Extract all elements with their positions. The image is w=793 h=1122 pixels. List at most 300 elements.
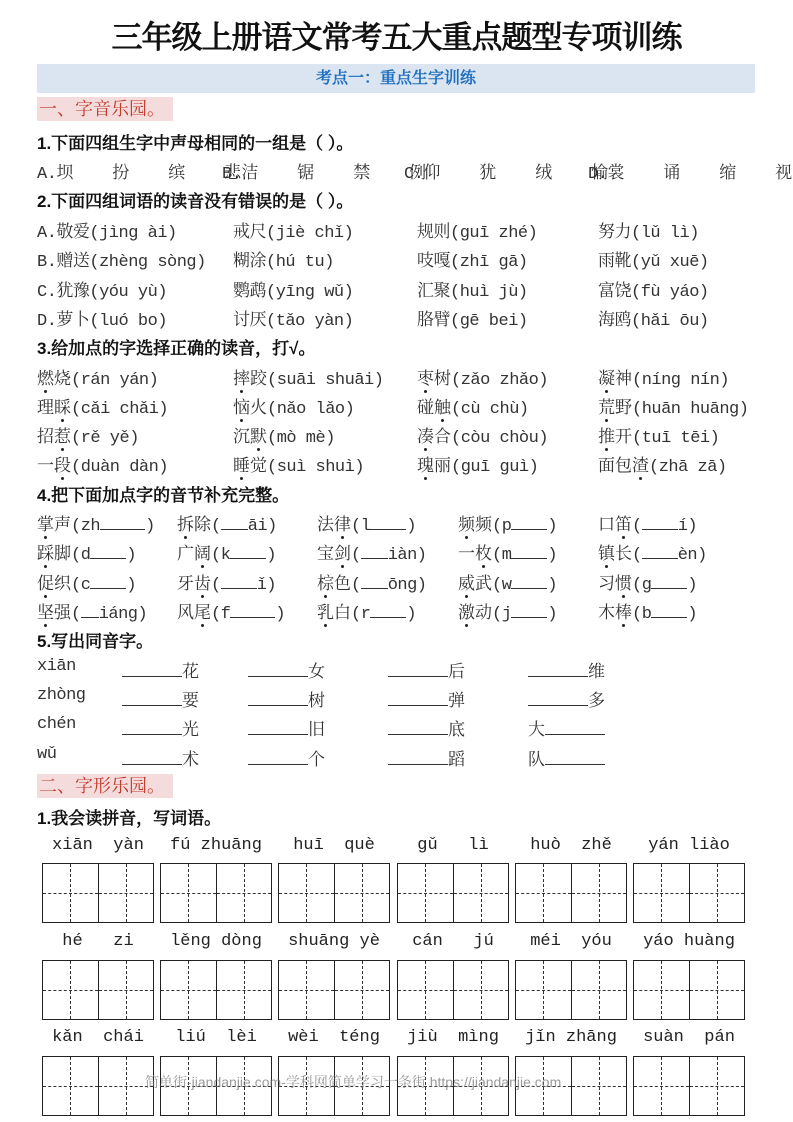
character-writing-grid[interactable]	[633, 960, 745, 1020]
word-pinyin-item: 努力(lǔ lì)	[598, 224, 699, 243]
word: 推开	[598, 429, 632, 448]
word-with-dotted-character	[37, 569, 71, 595]
given-character: 光	[182, 722, 199, 741]
given-character: 要	[182, 693, 199, 712]
pronunciation-choice-item	[37, 451, 168, 477]
emphasis-dot	[622, 624, 625, 627]
pinyin-choices[interactable]: (tuī tēi)	[632, 429, 720, 448]
character-writing-grid[interactable]	[633, 863, 745, 923]
pronunciation-choice-item	[37, 364, 158, 390]
word-with-dotted-character	[458, 598, 492, 624]
character-writing-grid[interactable]	[397, 863, 509, 923]
word: 睡觉	[233, 458, 267, 477]
syllable-suffix: āi)	[247, 517, 277, 536]
pinyin-choices[interactable]: (mò mè)	[267, 429, 335, 448]
syllable-suffix: iàn)	[387, 546, 427, 565]
syllable-prefix: (f	[211, 605, 231, 624]
given-character: 花	[182, 664, 199, 683]
syllable-completion-item	[177, 598, 285, 624]
emphasis-dot	[201, 565, 204, 568]
pinyin-prompt: suàn pán	[643, 1028, 735, 1047]
word-with-dotted-character	[417, 422, 451, 448]
answer-blank[interactable]	[248, 662, 308, 677]
word: 掌声	[37, 517, 71, 536]
homophone-item	[388, 657, 465, 683]
writing-square[interactable]	[335, 864, 390, 922]
word-pinyin-item: A.敬爱(jìng ài)	[37, 224, 177, 243]
topic-banner: 考点一：重点生字训练	[37, 64, 755, 93]
syllable-suffix: )	[145, 517, 155, 536]
syllable-prefix: (m	[492, 546, 512, 565]
emphasis-dot	[324, 624, 327, 627]
character-writing-grid[interactable]	[42, 960, 154, 1020]
answer-blank[interactable]	[642, 515, 678, 530]
word-with-dotted-character	[598, 598, 632, 624]
word: 激动	[458, 605, 492, 624]
homophone-item	[528, 686, 605, 712]
word: 棕色	[317, 576, 351, 595]
writing-square[interactable]	[634, 864, 690, 922]
word: 招惹	[37, 429, 71, 448]
writing-square[interactable]	[398, 864, 454, 922]
syllable-completion-item	[177, 510, 277, 536]
syllable-completion-item	[598, 569, 697, 595]
homophone-item	[248, 686, 325, 712]
given-character: 旧	[308, 722, 325, 741]
word: 凝神	[598, 371, 632, 390]
writing-square[interactable]	[572, 961, 627, 1019]
syllable-prefix: (w	[492, 576, 512, 595]
word-with-dotted-character	[233, 364, 267, 390]
homophone-item	[528, 657, 605, 683]
word-with-dotted-character	[233, 393, 267, 419]
word-with-dotted-character	[417, 364, 451, 390]
writing-square[interactable]	[161, 961, 217, 1019]
word-with-dotted-character	[417, 451, 451, 477]
writing-square[interactable]	[43, 864, 99, 922]
syllable-prefix: (zh	[71, 517, 101, 536]
character-writing-grid[interactable]	[397, 960, 509, 1020]
section-heading-character-form: 二、字形乐园。	[37, 774, 173, 798]
pinyin-prompt: lěng dòng	[170, 932, 262, 951]
answer-blank[interactable]	[511, 515, 547, 530]
character-writing-grid[interactable]	[515, 863, 627, 923]
word-pinyin-item: 吱嘎(zhī gā)	[417, 253, 528, 272]
pronunciation-choice-item	[233, 364, 383, 390]
homophone-item	[528, 715, 605, 741]
pinyin-prompt: hé zi	[62, 932, 134, 951]
watermark: 简单街-jiandanjie.com-学科网简单学习一条街 https://jiandanjie.com	[145, 1074, 562, 1090]
homophone-item	[248, 715, 325, 741]
word-with-dotted-character	[598, 393, 632, 419]
syllable-prefix: (p	[492, 517, 512, 536]
writing-square[interactable]	[572, 864, 627, 922]
word: 面包渣	[598, 458, 649, 477]
question-6: 1.我会读拼音，写词语。	[37, 809, 222, 828]
syllable-prefix: (j	[492, 605, 512, 624]
pinyin-choices[interactable]: (rě yě)	[71, 429, 139, 448]
pinyin-choices[interactable]: (níng nín)	[632, 371, 730, 390]
answer-blank[interactable]	[511, 603, 547, 618]
section-heading-pronunciation: 一、字音乐园。	[37, 97, 173, 121]
homophone-item	[388, 686, 465, 712]
word: 牙齿	[177, 576, 211, 595]
writing-square[interactable]	[516, 961, 572, 1019]
answer-option: C.仰 犹 绒 愉	[404, 165, 608, 184]
word: 广阔	[177, 546, 211, 565]
syllable-prefix: (l	[351, 517, 371, 536]
syllable-suffix: )	[547, 605, 558, 624]
syllable-prefix: (d	[71, 546, 91, 565]
given-character: 女	[308, 664, 325, 683]
word-pinyin-item: 汇聚(huì jù)	[417, 283, 528, 302]
given-character: 弹	[448, 693, 465, 712]
question-4: 4.把下面加点字的音节补充完整。	[37, 486, 290, 505]
answer-blank[interactable]	[388, 720, 448, 735]
syllable-suffix: )	[275, 605, 286, 624]
character-writing-grid[interactable]	[515, 960, 627, 1020]
pronunciation-choice-item	[233, 393, 354, 419]
syllable-completion-item	[598, 598, 697, 624]
writing-square[interactable]	[572, 1057, 627, 1115]
answer-blank[interactable]	[388, 750, 448, 765]
syllable-suffix: )	[266, 546, 277, 565]
syllable-prefix: (	[71, 605, 81, 624]
question-3: 3.给加点的字选择正确的读音，打√。	[37, 339, 316, 358]
syllable-suffix: )	[406, 605, 417, 624]
given-character: 维	[588, 664, 605, 683]
word-with-dotted-character	[177, 598, 211, 624]
emphasis-dot	[465, 624, 468, 627]
answer-blank[interactable]	[122, 691, 182, 706]
homophone-item	[528, 745, 605, 771]
character-writing-grid[interactable]	[160, 960, 272, 1020]
pronunciation-choice-item	[37, 393, 168, 419]
word-with-dotted-character	[317, 598, 351, 624]
answer-blank[interactable]	[388, 691, 448, 706]
word: 踩脚	[37, 546, 71, 565]
word-with-dotted-character	[37, 598, 71, 624]
pinyin-choices[interactable]: (duàn dàn)	[71, 458, 169, 477]
answer-blank[interactable]	[388, 662, 448, 677]
homophone-item	[122, 745, 199, 771]
emphasis-dot	[639, 477, 642, 480]
syllable-prefix: (g	[632, 576, 652, 595]
writing-square[interactable]	[398, 961, 454, 1019]
syllable-completion-item	[37, 598, 147, 624]
writing-square[interactable]	[454, 864, 509, 922]
answer-option: D.裳 诵 缩 视	[588, 165, 792, 184]
word-with-dotted-character	[177, 569, 211, 595]
given-character: 多	[588, 693, 605, 712]
writing-square[interactable]	[690, 864, 745, 922]
pinyin-prompt: huī què	[293, 836, 375, 855]
pinyin-prompt: fú zhuāng	[170, 836, 262, 855]
answer-blank[interactable]	[370, 515, 406, 530]
answer-blank[interactable]	[528, 691, 588, 706]
pinyin-choices[interactable]: (suāi shuāi)	[267, 371, 384, 390]
word: 枣树	[417, 371, 451, 390]
word: 风尾	[177, 605, 211, 624]
word-with-dotted-character	[598, 539, 632, 565]
pronunciation-choice-item	[233, 422, 335, 448]
word: 恼火	[233, 400, 267, 419]
word-pinyin-item: 讨厌(tǎo yàn)	[233, 312, 354, 331]
homophone-pinyin: wǔ	[37, 745, 57, 764]
pronunciation-choice-item	[417, 393, 529, 419]
syllable-completion-item	[458, 539, 557, 565]
writing-square[interactable]	[516, 864, 572, 922]
writing-square[interactable]	[279, 961, 335, 1019]
syllable-suffix: )	[547, 517, 558, 536]
character-writing-grid[interactable]	[42, 863, 154, 923]
pinyin-prompt: méi yóu	[530, 932, 612, 951]
answer-blank[interactable]	[511, 544, 547, 559]
word-with-dotted-character	[458, 539, 492, 565]
answer-blank[interactable]	[361, 574, 388, 589]
pinyin-prompt: wèi téng	[288, 1028, 380, 1047]
page-title: 三年级上册语文常考五大重点题型专项训练	[111, 20, 682, 55]
answer-blank[interactable]	[122, 662, 182, 677]
pinyin-prompt: gǔ lì	[417, 836, 489, 855]
syllable-completion-item	[37, 510, 155, 536]
pronunciation-choice-item	[417, 422, 548, 448]
writing-square[interactable]	[634, 961, 690, 1019]
given-character: 队	[528, 752, 545, 771]
word-with-dotted-character	[37, 422, 71, 448]
pronunciation-choice-item	[598, 393, 748, 419]
word: 一枚	[458, 546, 492, 565]
given-character: 大	[528, 722, 545, 741]
pinyin-choices[interactable]: (zhā zā)	[649, 458, 727, 477]
writing-square[interactable]	[217, 961, 272, 1019]
pinyin-choices[interactable]: (cù chù)	[451, 400, 529, 419]
answer-blank[interactable]	[221, 574, 257, 589]
syllable-completion-item	[458, 598, 557, 624]
word-with-dotted-character	[37, 364, 71, 390]
syllable-suffix: )	[126, 576, 137, 595]
word-with-dotted-character	[598, 364, 632, 390]
syllable-prefix: (k	[211, 546, 231, 565]
word-with-dotted-character	[233, 422, 267, 448]
pinyin-prompt: liú lèi	[175, 1028, 257, 1047]
word: 习惯	[598, 576, 632, 595]
character-writing-grid[interactable]	[42, 1056, 154, 1116]
pronunciation-choice-item	[233, 451, 364, 477]
word-with-dotted-character	[233, 451, 267, 477]
homophone-pinyin: chén	[37, 715, 76, 734]
answer-option: B.洁 锯 禁 例	[222, 165, 426, 184]
word: 频频	[458, 517, 492, 536]
emphasis-dot	[341, 565, 344, 568]
pronunciation-choice-item	[37, 422, 139, 448]
word-with-dotted-character	[598, 510, 632, 536]
emphasis-dot	[605, 565, 608, 568]
character-writing-grid[interactable]	[633, 1056, 745, 1116]
word: 摔跤	[233, 371, 267, 390]
homophone-item	[122, 657, 199, 683]
answer-blank[interactable]	[511, 574, 547, 589]
word-with-dotted-character	[317, 569, 351, 595]
writing-square[interactable]	[634, 1057, 690, 1115]
syllable-suffix: )	[547, 576, 558, 595]
syllable-completion-item	[458, 510, 557, 536]
syllable-prefix: (	[351, 576, 361, 595]
given-character: 术	[182, 752, 199, 771]
writing-square[interactable]	[279, 864, 335, 922]
answer-blank[interactable]	[248, 750, 308, 765]
answer-blank[interactable]	[248, 720, 308, 735]
word: 燃烧	[37, 371, 71, 390]
syllable-suffix: )	[406, 517, 417, 536]
pinyin-prompt: kǎn chái	[52, 1028, 144, 1047]
homophone-item	[388, 745, 465, 771]
syllable-completion-item	[458, 569, 557, 595]
answer-blank[interactable]	[90, 574, 126, 589]
writing-square[interactable]	[454, 961, 509, 1019]
pinyin-prompt: jǐn zhāng	[525, 1028, 617, 1047]
syllable-completion-item	[37, 539, 136, 565]
answer-blank[interactable]	[651, 603, 687, 618]
word-pinyin-item: 富饶(fù yáo)	[598, 283, 709, 302]
syllable-completion-item	[177, 539, 276, 565]
emphasis-dot	[424, 477, 427, 480]
word-pinyin-item: 规则(guī zhé)	[417, 224, 538, 243]
pinyin-prompt: yán liào	[648, 836, 730, 855]
word-with-dotted-character	[317, 539, 351, 565]
word-with-dotted-character	[177, 510, 211, 536]
syllable-prefix: (	[211, 517, 221, 536]
question-1: 1.下面四组生字中声母相同的一组是（ ）。	[37, 134, 354, 153]
writing-square[interactable]	[43, 1057, 99, 1115]
word: 木棒	[598, 605, 632, 624]
syllable-suffix: iáng)	[98, 605, 148, 624]
question-5: 5.写出同音字。	[37, 632, 154, 651]
given-character: 树	[308, 693, 325, 712]
answer-blank[interactable]	[122, 750, 182, 765]
writing-square[interactable]	[99, 864, 154, 922]
word-pinyin-item: 鹦鹉(yīng wǔ)	[233, 283, 354, 302]
character-writing-grid[interactable]	[278, 960, 390, 1020]
word-with-dotted-character	[317, 510, 351, 536]
syllable-prefix: (r	[351, 605, 371, 624]
pinyin-choices[interactable]: (suì shuì)	[267, 458, 365, 477]
answer-blank[interactable]	[361, 544, 388, 559]
pinyin-choices[interactable]: (cǎi chǎi)	[71, 400, 169, 419]
word: 荒野	[598, 400, 632, 419]
syllable-prefix: (b	[632, 605, 652, 624]
syllable-suffix: èn)	[677, 546, 707, 565]
word-with-dotted-character	[458, 510, 492, 536]
pinyin-prompt: jiù mìng	[407, 1028, 499, 1047]
answer-blank[interactable]	[230, 603, 275, 618]
syllable-completion-item	[37, 569, 136, 595]
word-with-dotted-character	[37, 539, 71, 565]
answer-blank[interactable]	[642, 544, 678, 559]
syllable-suffix: )	[687, 605, 698, 624]
word-with-dotted-character	[598, 422, 632, 448]
writing-square[interactable]	[690, 961, 745, 1019]
homophone-item	[122, 686, 199, 712]
pinyin-prompt: yáo huàng	[643, 932, 735, 951]
writing-square[interactable]	[335, 961, 390, 1019]
given-character: 底	[448, 722, 465, 741]
writing-square[interactable]	[99, 961, 154, 1019]
pronunciation-choice-item	[417, 451, 538, 477]
writing-square[interactable]	[690, 1057, 745, 1115]
word: 坚强	[37, 605, 71, 624]
answer-option: A.坝 扮 缤 悲	[37, 165, 241, 184]
pronunciation-choice-item	[598, 422, 719, 448]
word-with-dotted-character	[458, 569, 492, 595]
word: 乳白	[317, 605, 351, 624]
pinyin-choices[interactable]: (guī guì)	[451, 458, 539, 477]
syllable-completion-item	[598, 510, 697, 536]
writing-square[interactable]	[217, 864, 272, 922]
answer-blank[interactable]	[545, 720, 605, 735]
character-writing-grid[interactable]	[160, 863, 272, 923]
answer-blank[interactable]	[528, 662, 588, 677]
pinyin-prompt: cán jú	[412, 932, 494, 951]
pronunciation-choice-item	[598, 451, 727, 477]
word-with-dotted-character	[598, 451, 649, 477]
word-pinyin-item: D.萝卜(luó bo)	[37, 312, 168, 331]
pinyin-prompt: huò zhě	[530, 836, 612, 855]
answer-blank[interactable]	[122, 720, 182, 735]
answer-blank[interactable]	[81, 603, 99, 618]
writing-square[interactable]	[161, 864, 217, 922]
word: 理睬	[37, 400, 71, 419]
syllable-completion-item	[177, 569, 276, 595]
answer-blank[interactable]	[100, 515, 145, 530]
pinyin-choices[interactable]: (rán yán)	[71, 371, 159, 390]
syllable-suffix: )	[126, 546, 137, 565]
syllable-prefix: (	[351, 546, 361, 565]
pinyin-choices[interactable]: (nǎo lǎo)	[267, 400, 355, 419]
given-character: 个	[308, 752, 325, 771]
character-writing-grid[interactable]	[278, 863, 390, 923]
pinyin-choices[interactable]: (còu chòu)	[451, 429, 549, 448]
answer-blank[interactable]	[545, 750, 605, 765]
word: 威武	[458, 576, 492, 595]
writing-square[interactable]	[43, 961, 99, 1019]
emphasis-dot	[61, 477, 64, 480]
answer-blank[interactable]	[90, 544, 126, 559]
homophone-item	[388, 715, 465, 741]
word: 一段	[37, 458, 71, 477]
word: 碰触	[417, 400, 451, 419]
word: 瑰丽	[417, 458, 451, 477]
given-character: 蹈	[448, 752, 465, 771]
answer-blank[interactable]	[651, 574, 687, 589]
pronunciation-choice-item	[417, 364, 548, 390]
word-pinyin-item: 糊涂(hú tu)	[233, 253, 334, 272]
answer-blank[interactable]	[230, 544, 266, 559]
word: 镇长	[598, 546, 632, 565]
syllable-prefix: (c	[71, 576, 91, 595]
pinyin-choices[interactable]: (huān huāng)	[632, 400, 749, 419]
pinyin-choices[interactable]: (zǎo zhǎo)	[451, 371, 549, 390]
word-pinyin-item: B.赠送(zhèng sòng)	[37, 253, 206, 272]
answer-blank[interactable]	[221, 515, 248, 530]
word-with-dotted-character	[417, 393, 451, 419]
syllable-completion-item	[317, 569, 427, 595]
homophone-item	[122, 715, 199, 741]
answer-blank[interactable]	[248, 691, 308, 706]
answer-blank[interactable]	[370, 603, 406, 618]
syllable-prefix: (	[632, 546, 642, 565]
syllable-completion-item	[317, 598, 416, 624]
